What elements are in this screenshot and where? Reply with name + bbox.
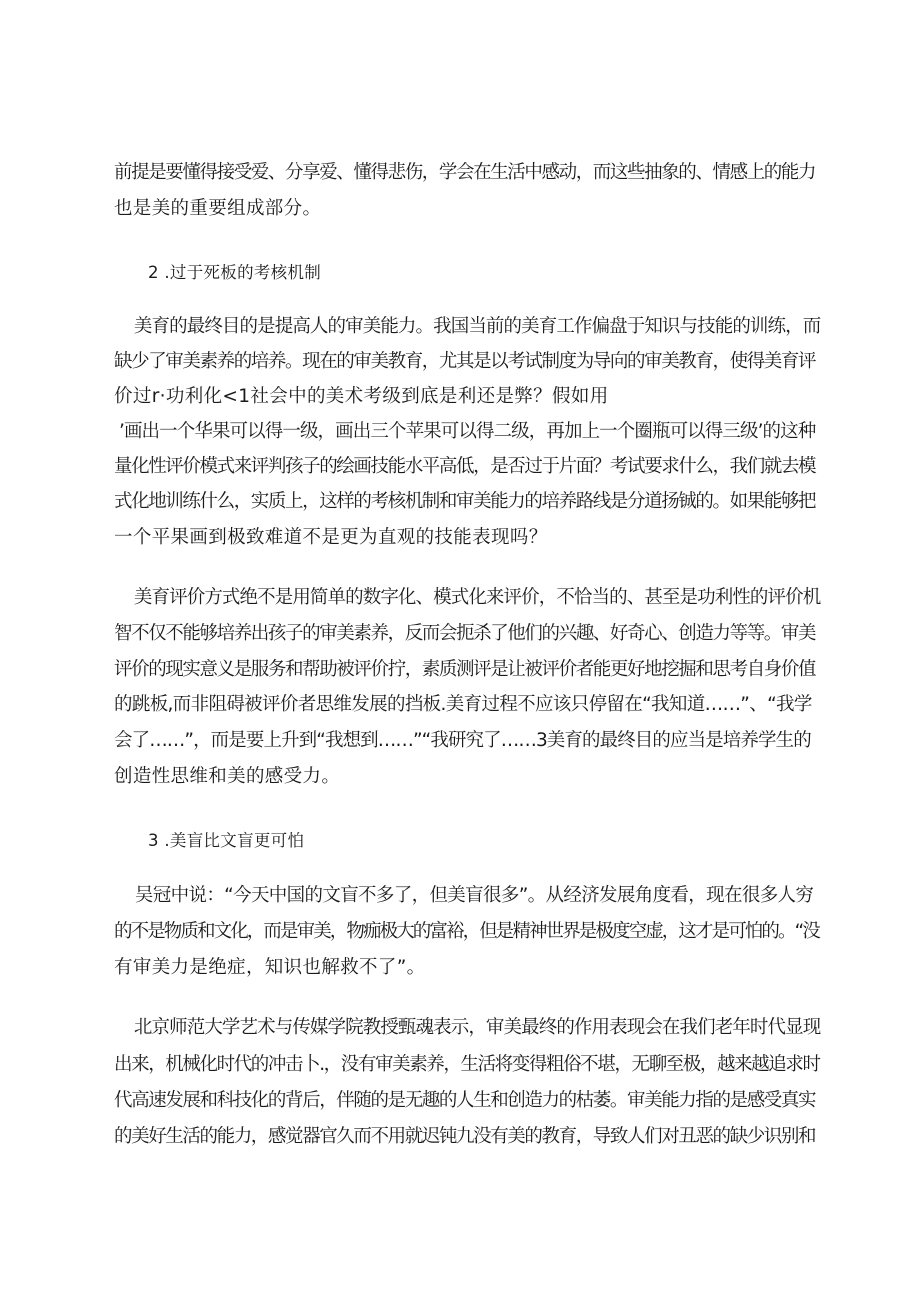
paragraph-2-line-5: 量化性评价模式来评判孩子的绘画技能水平高低，是否过于片面？考试要求什么，我们就去模 xyxy=(114,456,816,477)
paragraph-2-line-3: 价过r·功利化<1社会中的美术考级到底是利还是弊？假如用 xyxy=(114,386,609,407)
paragraph-3-line-5: 会了……”，而是要上升到“我想到……”“我研究了……3美育的最终目的应当是培养学生的 xyxy=(114,730,811,751)
paragraph-3-line-1: 美育评价方式绝不是用简单的数字化、模式化来评价，不恰当的、甚至是功利性的评价机 xyxy=(114,587,821,608)
section-heading-2: 2 .过于死板的考核机制 xyxy=(148,263,322,282)
paragraph-2-line-2: 缺少了审美素养的培养。现在的审美教育，尤其是以考试制度为导向的审美教育，使得美育评 xyxy=(114,351,816,372)
paragraph-5-line-4: 的美好生活的能力，感觉器官久而不用就迟钝九没有美的教育，导致人们对丑恶的缺少识别和 xyxy=(114,1126,816,1147)
paragraph-5-line-2: 出来，机械化时代的冲击卜.，没有审美素养，生活将变得粗俗不堪，无聊至极，越来越追求时 xyxy=(114,1054,820,1075)
paragraph-1-line-2: 也是美的重要组成部分。 xyxy=(114,198,322,219)
paragraph-5-line-3: 代高速发展和科技化的背后，伴随的是无趣的人生和创造力的枯萎。审美能力指的是感受真实 xyxy=(114,1090,816,1111)
paragraph-3-line-4: 的跳板,而非阻碍被评价者思维发展的挡板.美育过程不应该只停留在“我知道……”、“我学 xyxy=(114,694,812,715)
paragraph-4-line-1: 吴冠中说：“今天中国的文盲不多了，但美盲很多”。从经济发展角度看，现在很多人穷 xyxy=(114,885,814,906)
paragraph-2-line-6: 式化地训练什么，实质上，这样的考核机制和审美能力的培养路线是分道扬铖的。如果能够把 xyxy=(114,491,816,512)
paragraph-4-line-3: 有审美力是绝症，知识也解救不了”。 xyxy=(114,957,426,978)
paragraph-2-line-1: 美育的最终目的是提高人的审美能力。我国当前的美育工作偏盘于知识与技能的训练，而 xyxy=(114,316,821,337)
paragraph-3-line-2: 智不仅不能够培养出孩子的审美素养，反而会扼杀了他们的兴趣、好奇心、创造力等等。审美 xyxy=(114,623,816,644)
paragraph-3-line-6: 创造性思维和美的感受力。 xyxy=(114,766,341,787)
paragraph-4-line-2: 的不是物质和文化，而是审美，物痂极大的富裕，但是精神世界是极度空虚，这才是可怕的。“没 xyxy=(114,921,819,942)
paragraph-2-line-7: 一个平果画到极致难道不是更为直观的技能表现吗？ xyxy=(114,527,548,548)
paragraph-2-line-4: ’画出一个华果可以得一级，画出三个苹果可以得二级，再加上一个圈瓶可以得三级’的这种 xyxy=(114,421,816,442)
paragraph-5-line-1: 北京师范大学艺术与传媒学院教授甄魂表示，审美最终的作用表现会在我们老年时代显现 xyxy=(114,1017,821,1038)
paragraph-3-line-3: 评价的现实意义是服务和帮助被评价拧，素质测评是让被评价者能更好地挖掘和思考自身价值 xyxy=(114,659,816,680)
section-heading-3: 3 .美盲比文盲更可怕 xyxy=(148,831,305,850)
paragraph-1-line-1: 前提是要懂得接受爱、分享爱、懂得悲伤，学会在生活中感动，而这些抽象的、情感上的能力 xyxy=(114,162,816,183)
